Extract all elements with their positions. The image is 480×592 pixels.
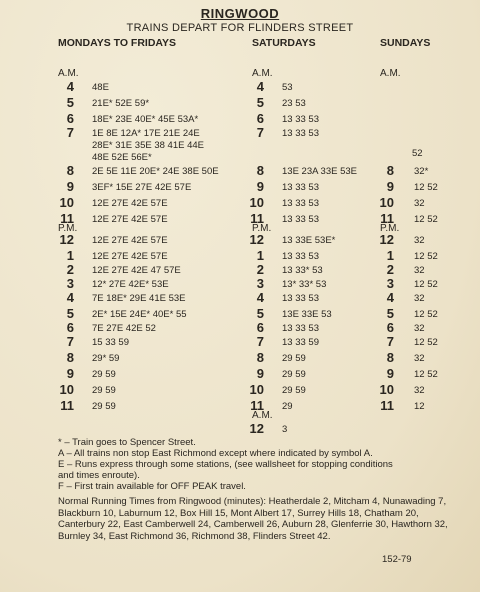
weekday-hour: 4 bbox=[66, 290, 74, 305]
weekday-departures: 2E 5E 11E 20E* 24E 38E 50E bbox=[92, 166, 219, 177]
saturday-am-label: A.M. bbox=[252, 68, 273, 79]
saturday-header: SATURDAYS bbox=[252, 37, 316, 49]
sunday-departures: 32 bbox=[414, 235, 425, 246]
weekday-hour: 11 bbox=[60, 211, 74, 226]
sunday-hour: 4 bbox=[386, 290, 394, 305]
saturday-departures: 13E 33E 53 bbox=[282, 309, 332, 320]
saturday-departures: 13 33* 53 bbox=[282, 265, 323, 276]
sunday-departures: 12 52 bbox=[414, 369, 438, 380]
weekday-hour: 5 bbox=[66, 95, 74, 110]
sunday-departures: 52 bbox=[412, 148, 423, 159]
saturday-hour: 6 bbox=[256, 320, 264, 335]
weekday-departures: 7E 18E* 29E 41E 53E bbox=[92, 293, 186, 304]
saturday-departures: 29 59 bbox=[282, 369, 306, 380]
sunday-header: SUNDAYS bbox=[380, 37, 431, 49]
saturday-departures: 13 33 53 bbox=[282, 182, 319, 193]
weekday-departures: 29 59 bbox=[92, 385, 116, 396]
saturday-departures: 13 33E 53E* bbox=[282, 235, 336, 246]
saturday-departures: 13* 33* 53 bbox=[282, 279, 327, 290]
weekday-hour: 4 bbox=[66, 79, 74, 94]
weekday-pm-label: P.M. bbox=[58, 223, 78, 234]
note-line: * – Train goes to Spencer Street. bbox=[58, 437, 196, 448]
weekday-hour: 12 bbox=[59, 232, 74, 247]
saturday-hour: 5 bbox=[256, 306, 264, 321]
weekday-departures: 12E 27E 42E 57E bbox=[92, 214, 168, 225]
sunday-departures: 32 bbox=[414, 293, 425, 304]
sunday-departures: 12 52 bbox=[414, 214, 438, 225]
sunday-hour: 5 bbox=[386, 306, 394, 321]
saturday-departures: 13 33 53 bbox=[282, 323, 319, 334]
weekday-hour: 6 bbox=[66, 320, 74, 335]
note-line: A – All trains non stop East Richmond except where indicated by symbol A. bbox=[58, 448, 373, 459]
saturday-departures: 13 33 53 bbox=[282, 293, 319, 304]
weekday-am-label: A.M. bbox=[58, 68, 79, 79]
sunday-departures: 12 52 bbox=[414, 337, 438, 348]
saturday-hour: 1 bbox=[256, 248, 264, 263]
saturday-late-am-label: A.M. bbox=[252, 410, 273, 421]
weekday-departures: 29 59 bbox=[92, 369, 116, 380]
sunday-departures: 32* bbox=[414, 166, 429, 177]
weekday-hour: 10 bbox=[59, 382, 74, 397]
weekday-hour: 8 bbox=[66, 163, 74, 178]
saturday-hour: 2 bbox=[256, 262, 264, 277]
weekday-hour: 9 bbox=[66, 366, 74, 381]
sunday-departures: 32 bbox=[414, 353, 425, 364]
weekday-hour: 2 bbox=[66, 262, 74, 277]
sunday-departures: 32 bbox=[414, 385, 425, 396]
weekday-departures: 3EF* 15E 27E 42E 57E bbox=[92, 182, 192, 193]
saturday-hour: 7 bbox=[256, 125, 264, 140]
print-code: 152-79 bbox=[382, 554, 412, 565]
saturday-departures: 13 33 59 bbox=[282, 337, 319, 348]
saturday-hour: 8 bbox=[256, 350, 264, 365]
sunday-departures: 32 bbox=[414, 265, 425, 276]
sunday-hour: 11 bbox=[380, 398, 394, 413]
sunday-departures: 32 bbox=[414, 198, 425, 209]
weekday-departures: 2E* 15E 24E* 40E* 55 bbox=[92, 309, 187, 320]
sunday-hour: 2 bbox=[386, 262, 394, 277]
saturday-departures: 23 53 bbox=[282, 98, 306, 109]
sunday-hour: 9 bbox=[386, 179, 394, 194]
weekday-departures: 21E* 52E 59* bbox=[92, 98, 150, 109]
saturday-hour: 3 bbox=[256, 276, 264, 291]
note-line: F – First train available for OFF PEAK travel. bbox=[58, 481, 246, 492]
weekday-departures: 29* 59 bbox=[92, 353, 120, 364]
weekday-hour: 7 bbox=[66, 125, 74, 140]
saturday-departures: 29 bbox=[282, 401, 293, 412]
sunday-am-label: A.M. bbox=[380, 68, 401, 79]
saturday-departures: 29 59 bbox=[282, 353, 306, 364]
weekday-departures: 15 33 59 bbox=[92, 337, 129, 348]
sunday-departures: 12 52 bbox=[414, 182, 438, 193]
saturday-departures: 13 33 53 bbox=[282, 198, 319, 209]
sunday-hour: 8 bbox=[386, 350, 394, 365]
sunday-pm-label: P.M. bbox=[380, 223, 400, 234]
saturday-hour: 11 bbox=[250, 211, 264, 226]
weekday-hour: 5 bbox=[66, 306, 74, 321]
sunday-hour: 6 bbox=[386, 320, 394, 335]
sunday-hour: 10 bbox=[379, 195, 394, 210]
saturday-pm-label: P.M. bbox=[252, 223, 272, 234]
sunday-departures: 12 52 bbox=[414, 251, 438, 262]
weekday-departures: 12* 27E 42E* 53E bbox=[92, 279, 169, 290]
weekday-departures: 28E* 31E 35E 38 41E 44E bbox=[92, 140, 204, 151]
saturday-departures: 13E 23A 33E 53E bbox=[282, 166, 358, 177]
weekday-departures: 48E bbox=[92, 82, 109, 93]
weekday-departures: 1E 8E 12A* 17E 21E 24E bbox=[92, 128, 200, 139]
weekday-hour: 10 bbox=[59, 195, 74, 210]
weekday-departures: 48E 52E 56E* bbox=[92, 152, 152, 163]
weekday-hour: 9 bbox=[66, 179, 74, 194]
timetable-subtitle: TRAINS DEPART FOR FLINDERS STREET bbox=[126, 22, 354, 34]
sunday-hour: 7 bbox=[386, 334, 394, 349]
saturday-hour: 6 bbox=[256, 111, 264, 126]
note-line: E – Runs express through some stations, (see wallsheet for stopping conditions bbox=[58, 459, 393, 470]
saturday-hour: 10 bbox=[249, 195, 264, 210]
saturday-hour: 12 bbox=[249, 232, 264, 247]
saturday-hour: 7 bbox=[256, 334, 264, 349]
saturday-departures: 13 33 53 bbox=[282, 114, 319, 125]
sunday-departures: 12 bbox=[414, 401, 425, 412]
weekday-departures: 12E 27E 42E 47 57E bbox=[92, 265, 181, 276]
weekday-departures: 18E* 23E 40E* 45E 53A* bbox=[92, 114, 199, 125]
sunday-hour: 10 bbox=[379, 382, 394, 397]
saturday-hour: 12 bbox=[249, 421, 264, 436]
weekday-hour: 6 bbox=[66, 111, 74, 126]
weekday-departures: 29 59 bbox=[92, 401, 116, 412]
note-line: and times enroute). bbox=[58, 470, 140, 481]
sunday-hour: 8 bbox=[386, 163, 394, 178]
saturday-hour: 11 bbox=[250, 398, 264, 413]
saturday-hour: 8 bbox=[256, 163, 264, 178]
station-title: RINGWOOD bbox=[200, 6, 280, 21]
running-times: Normal Running Times from Ringwood (minutes): Heatherdale 2, Mitcham 4, Nunawading 7, Blackburn 10, Laburnum 12, Box Hill 15, Mont Albert 17, Surrey Hills 18, Chatham 20, Canterbury 22, East Camberwell 24, Camberwell 26, Auburn 28, Glenferrie 30, Hawthorn 32, Burnley 34, East Richmond 36, Richmond 38, Flinders Street 42. bbox=[58, 496, 448, 542]
weekday-header: MONDAYS TO FRIDAYS bbox=[58, 37, 177, 49]
saturday-hour: 9 bbox=[256, 179, 264, 194]
sunday-departures: 12 52 bbox=[414, 279, 438, 290]
sunday-hour: 11 bbox=[380, 211, 394, 226]
saturday-hour: 9 bbox=[256, 366, 264, 381]
saturday-departures: 3 bbox=[282, 424, 288, 435]
saturday-departures: 53 bbox=[282, 82, 293, 93]
sunday-hour: 3 bbox=[386, 276, 394, 291]
sunday-hour: 12 bbox=[379, 232, 394, 247]
weekday-hour: 3 bbox=[66, 276, 74, 291]
weekday-hour: 8 bbox=[66, 350, 74, 365]
sunday-hour: 1 bbox=[386, 248, 394, 263]
weekday-hour: 1 bbox=[66, 248, 74, 263]
saturday-hour: 4 bbox=[256, 79, 264, 94]
saturday-departures: 13 33 53 bbox=[282, 214, 319, 225]
saturday-departures: 13 33 53 bbox=[282, 251, 319, 262]
saturday-hour: 5 bbox=[256, 95, 264, 110]
weekday-departures: 12E 27E 42E 57E bbox=[92, 235, 168, 246]
weekday-departures: 12E 27E 42E 57E bbox=[92, 251, 168, 262]
weekday-hour: 7 bbox=[66, 334, 74, 349]
sunday-departures: 12 52 bbox=[414, 309, 438, 320]
weekday-hour: 11 bbox=[60, 398, 74, 413]
saturday-departures: 29 59 bbox=[282, 385, 306, 396]
saturday-hour: 4 bbox=[256, 290, 264, 305]
sunday-hour: 9 bbox=[386, 366, 394, 381]
weekday-departures: 7E 27E 42E 52 bbox=[92, 323, 156, 334]
sunday-departures: 32 bbox=[414, 323, 425, 334]
saturday-departures: 13 33 53 bbox=[282, 128, 319, 139]
weekday-departures: 12E 27E 42E 57E bbox=[92, 198, 168, 209]
saturday-hour: 10 bbox=[249, 382, 264, 397]
